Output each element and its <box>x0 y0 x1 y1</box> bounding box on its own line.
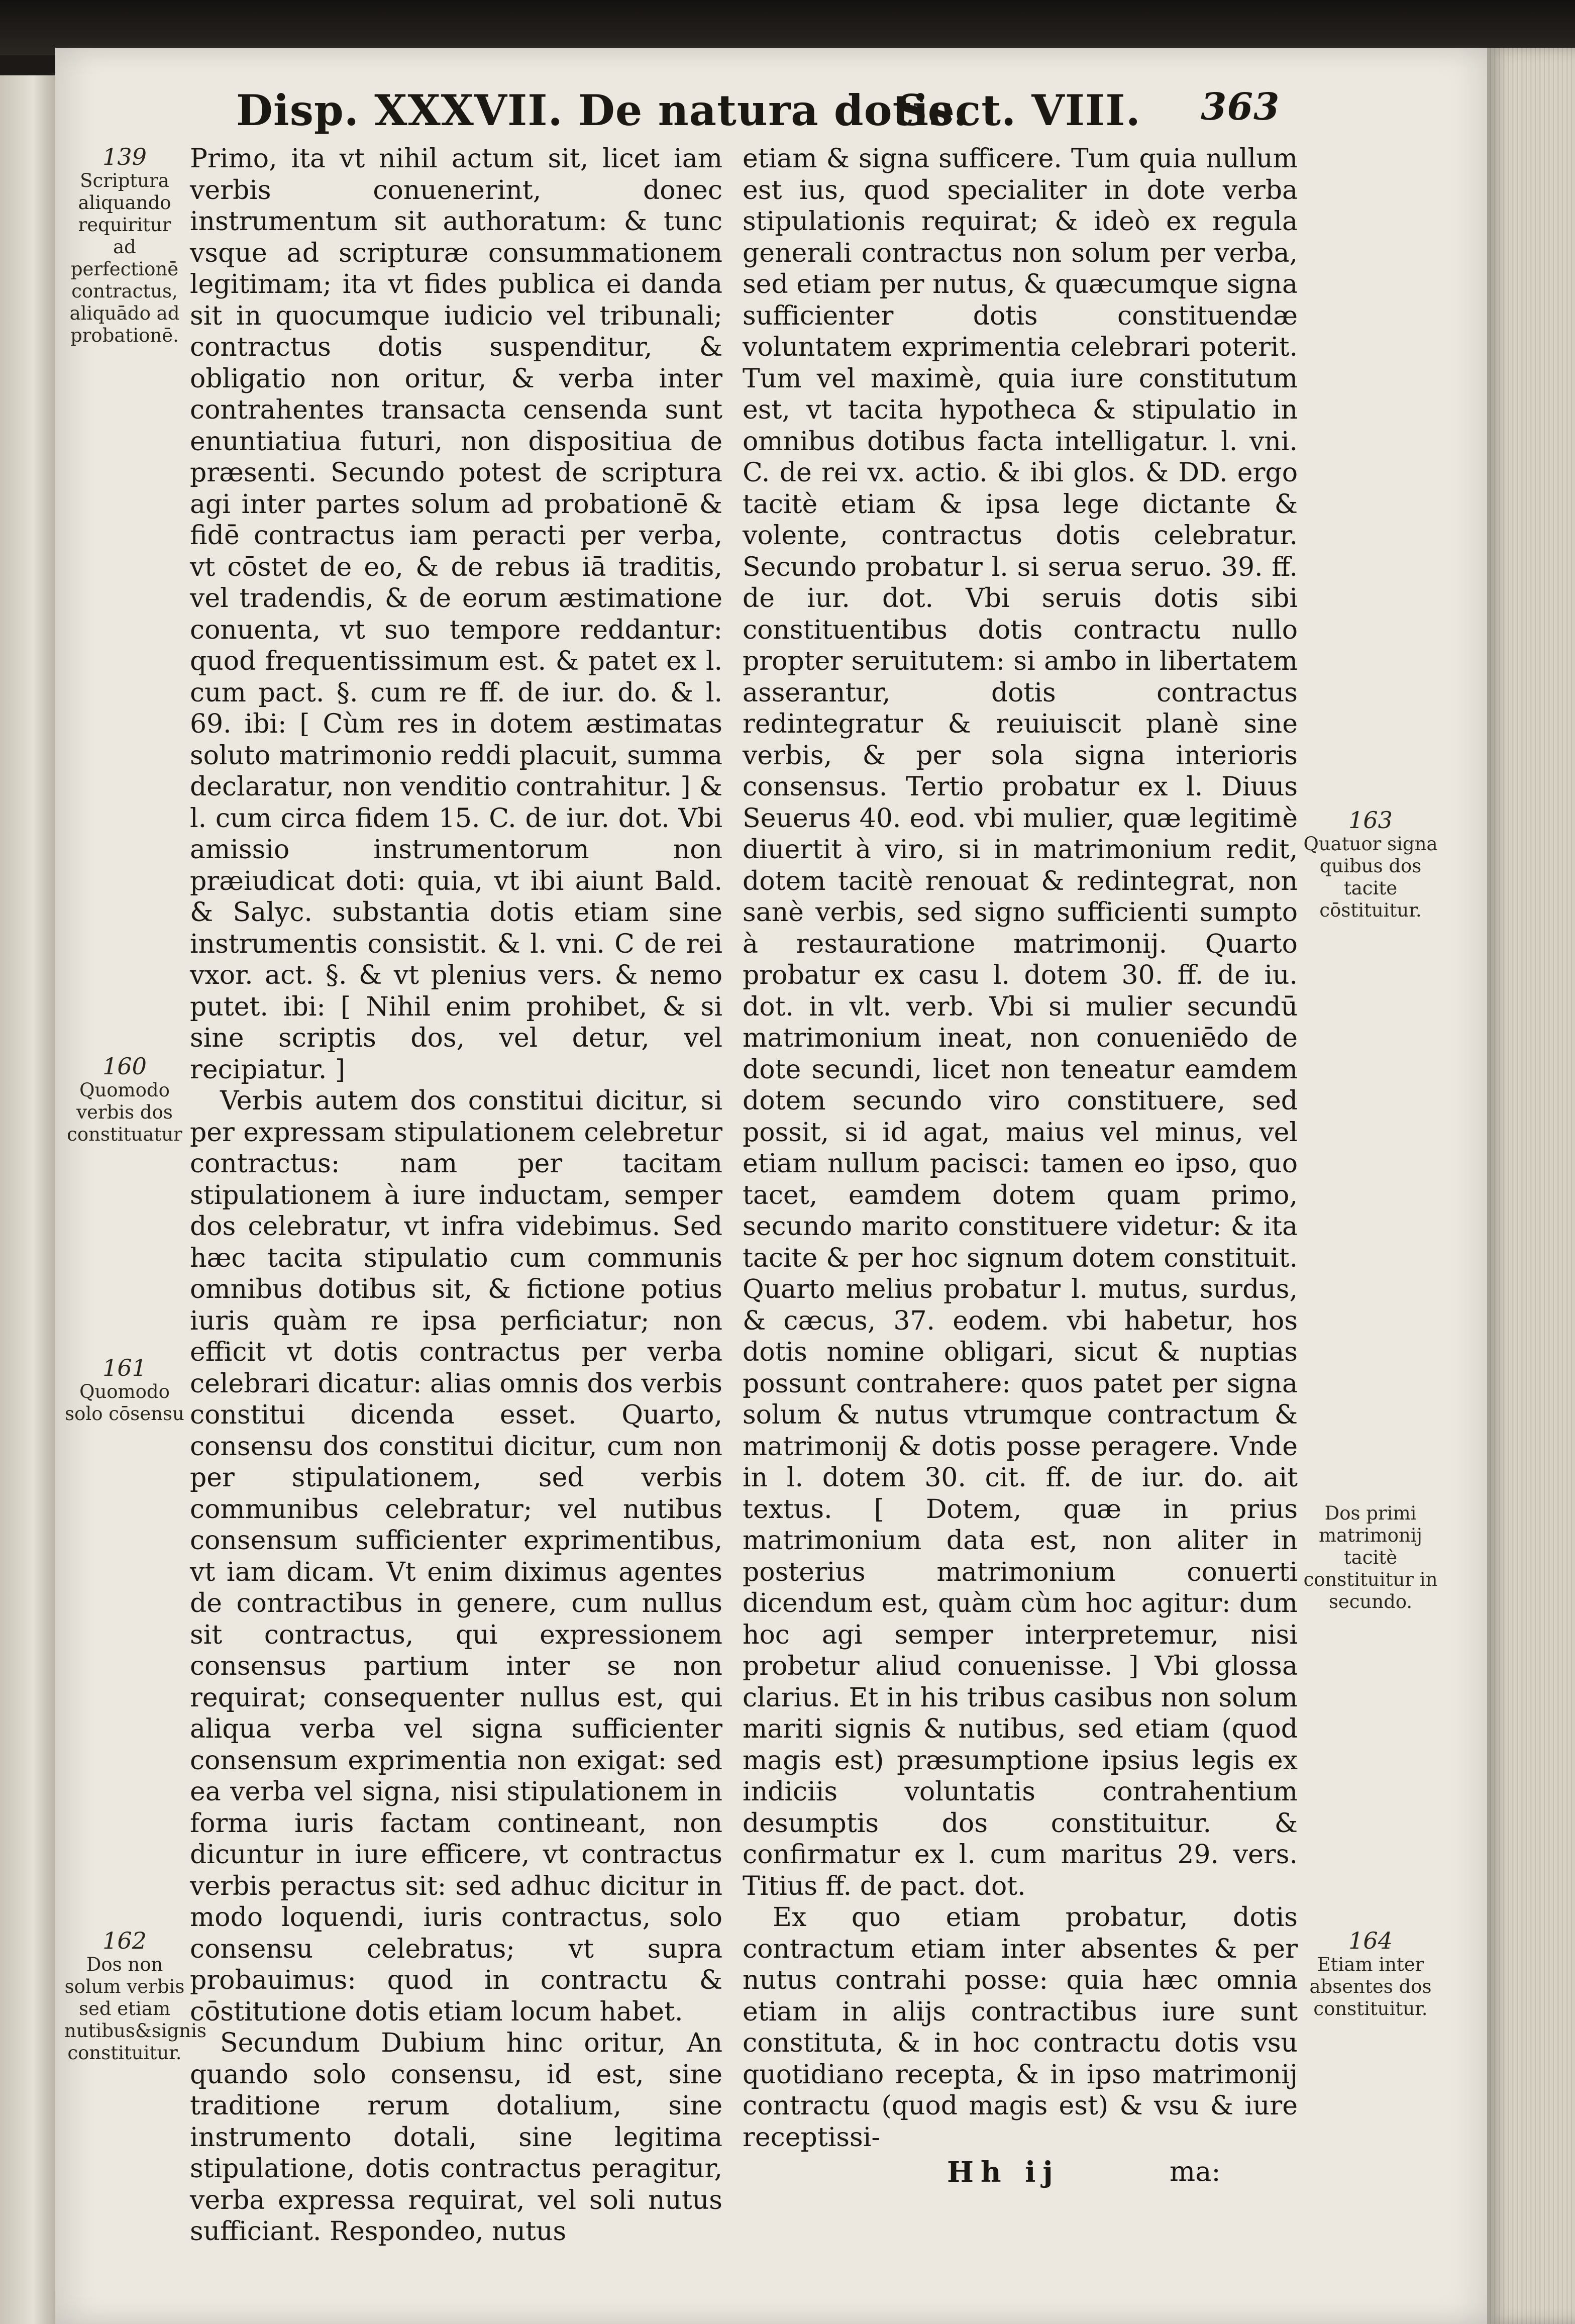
paragraph: etiam & signa sufficere. Tum quia nullum est ius, quod specialiter in dote verba stipulationis requirat; & ideò ex regula generali contractus non solum per verba, sed etiam per nutus, & quæcumque signa sufficienter dotis constituendæ voluntatem exprimentia celebrari poterit. Tum vel maximè, quia iure constitutum est, vt tacita hypotheca & stipulatio in omnibus dotibus facta intelligatur. l. vni. C. de rei vx. actio. & ibi glos. & DD. ergo tacitè etiam & ipsa lege dictante & volente, contractus dotis celebratur. Secundo probatur l. si serua seruo. 39. ff. de iur. dot. Vbi seruis dotis sibi constituentibus dotis contractu nullo propter seruitutem: si ambo in libertatem asserantur, dotis contractus redintegratur & reuiuiscit planè sine verbis, & per sola signa interioris consensus. Tertio probatur ex l. Diuus Seuerus 40. eod. vbi mulier, quæ legitimè diuertit à viro, si in matrimonium redit, dotem tacitè renouat & redintegrat, non sanè verbis, sed signo sufficienti sumpto à restauratione matrimonij. Quarto probatur ex casu l. dotem 30. ff. de iu. dot. in vlt. verb. Vbi si mulier secundū matrimonium ineat, non conueniēdo de dote secundi, licet non teneatur eamdem dotem secundo viro constituere, sed possit, si id agat, maius vel minus, vel etiam nullum pacisci: tamen eo ipso, quo tacet, eamdem dotem quam primo, secundo marito constituere videtur: & ita tacite & per hoc signum dotem constituit. Quarto melius probatur l. mutus, surdus, & cæcus, 37. eodem. vbi habetur, hos dotis nomine obligari, sicut & nuptias possunt contrahere: quos patet per signa solum & nutus vtrumque contractum & matrimonij & dotis posse peragere. Vnde in l. dotem 30. cit. ff. de iur. do. ait textus. [ Dotem, quæ in prius matrimonium data est, non aliter in posterius matrimonium conuerti dicendum est, quàm cùm hoc agitur: dum hoc agi semper interpretemur, nisi probetur aliud conuenisse. ] Vbi glossa clarius. Et in his tribus casibus non solum mariti signis & nutibus, sed etiam (quod magis est) præsumptione ipsius legis ex indiciis voluntatis contrahentium desumptis dos constituitur. & confirmatur ex l. cum maritus 29. vers. Titius ff. de pact. dot. <box>743 144 1298 1901</box>
margin-note-text: Quomodo verbis dos constituatur <box>67 1079 182 1145</box>
signature-mark: Hh ij <box>947 2156 1060 2189</box>
margin-note-text: Dos primi matrimonij tacitè constituitur in secundo. <box>1303 1502 1438 1612</box>
margin-note-139 <box>64 143 185 347</box>
page-number: 363 <box>1201 85 1280 129</box>
facing-page-edge <box>0 75 55 2324</box>
margin-note-text: Quatuor signa quibus dos tacite cōstituitur. <box>1303 833 1438 921</box>
margin-note-text: Quomodo solo cōsensu <box>65 1381 184 1425</box>
running-head-left: Disp. XXXVII. De natura dotis. <box>236 85 969 135</box>
margin-note-text: Dos non solum verbis sed etiam nutibus&signis constituitur. <box>64 1954 206 2064</box>
margin-note-163 <box>1295 806 1446 922</box>
running-head-section: Sect. VIII. <box>897 85 1141 135</box>
page-fore-edge <box>1487 48 1575 2324</box>
paragraph: Primo, ita vt nihil actum sit, licet iam verbis conuenerint, donec instrumentum sit authoratum: & tunc vsque ad scripturæ consummationem legitimam; ita vt fides publica ei danda sit in quocumque iudicio vel tribunali; contractus dotis suspenditur, & obligatio non oritur, & verba inter contrahentes transacta censenda sunt enuntiatiua futuri, non dispositiua de præsenti. Secundo potest de scriptura agi inter partes solum ad probationē & fidē contractus iam peracti per verba, vt cōstet de eo, & de rebus iā traditis, vel tradendis, & de eorum æstimatione conuenta, vt suo tempore reddantur: quod frequentissimum est. & patet ex l. cum pact. §. cum re ff. de iur. do. & l. 69. ibi: [ Cùm res in dotem æstimatas soluto matrimonio reddi placuit, summa declaratur, non venditio contrahitur. ] & l. cum circa fidem 15. C. de iur. dot. Vbi amissio instrumentorum non præiudicat doti: quia, vt ibi aiunt Bald. & Salyc. substantia dotis etiam sine instrumentis consistit. & l. vni. C de rei vxor. act. §. & vt plenius vers. & nemo putet. ibi: [ Nihil enim prohibet, & si sine scriptis dos, vel detur, vel recipiatur. ] <box>190 144 722 1085</box>
catchword: ma: <box>1170 2156 1221 2187</box>
paragraph: Secundum Dubium hinc oritur, An quando solo consensu, id est, sine traditione rerum dotalium, sine instrumento dotali, sine legitima stipulatione, dotis contractus peragitur, verba expressa requirat, vel soli nutus sufficiant. Respondeo, nutus <box>190 2028 722 2247</box>
margin-note-text: Etiam inter absentes dos constituitur. <box>1309 1954 1432 2019</box>
margin-note-dos-primi <box>1295 1502 1446 1613</box>
margin-note-number: 164 <box>1348 1927 1393 1954</box>
margin-note-text: Scriptura aliquando requiritur ad perfectionē contractus, aliquādo ad probationē. <box>69 170 180 346</box>
margin-note-164 <box>1295 1927 1446 2020</box>
text-column-right <box>743 143 1298 2153</box>
margin-note-number: 162 <box>102 1927 147 1954</box>
margin-note-number: 139 <box>102 143 147 170</box>
margin-note-161 <box>64 1354 185 1425</box>
paragraph: Ex quo etiam probatur, dotis contractum etiam inter absentes & per nutus contrahi posse: quia hæc omnia etiam in alijs contractibus iure sunt constituta, & in hoc contractu dotis vsu quotidiano recepta, & in ipso matrimonij contractu (quod magis est) & vsu & iure receptissi- <box>743 1902 1298 2153</box>
text-column-left <box>190 143 722 2248</box>
paragraph: Verbis autem dos constitui dicitur, si per expressam stipulationem celebretur contractus: nam per tacitam stipulationem à iure inductam, semper dos celebratur, vt infra videbimus. Sed hæc tacita stipulatio cum communis omnibus dotibus sit, & fictione potius iuris quàm re ipsa perficiatur; non efficit vt dotis contractus per verba celebrari dicatur: alias omnis dos verbis constitui dicenda esset. Quarto, consensu dos constitui dicitur, cum non per stipulationem, sed verbis communibus celebratur; vel nutibus consensum sufficienter exprimentibus, vt iam dicam. Vt enim diximus agentes de contractibus in genere, cum nullus sit contractus, qui expressionem consensus partium inter se non requirat; consequenter nullus est, qui aliqua verba vel signa sufficienter consensum exprimentia non exigat: sed ea verba vel signa, nisi stipulationem in forma iuris factam contineant, non dicuntur in iure efficere, vt contractus verbis peractus sit: sed adhuc dicitur in modo loquendi, iuris contractus, solo consensu celebratus; vt supra probauimus: quod in contractu & cōstitutione dotis etiam locum habet. <box>190 1086 722 2027</box>
margin-note-160 <box>64 1055 185 1146</box>
margin-note-number: 163 <box>1348 806 1393 834</box>
margin-note-number: 160 <box>102 1053 147 1080</box>
margin-note-number: 161 <box>102 1354 147 1381</box>
margin-note-162 <box>64 1927 206 2064</box>
dark-background-top <box>0 0 1575 55</box>
